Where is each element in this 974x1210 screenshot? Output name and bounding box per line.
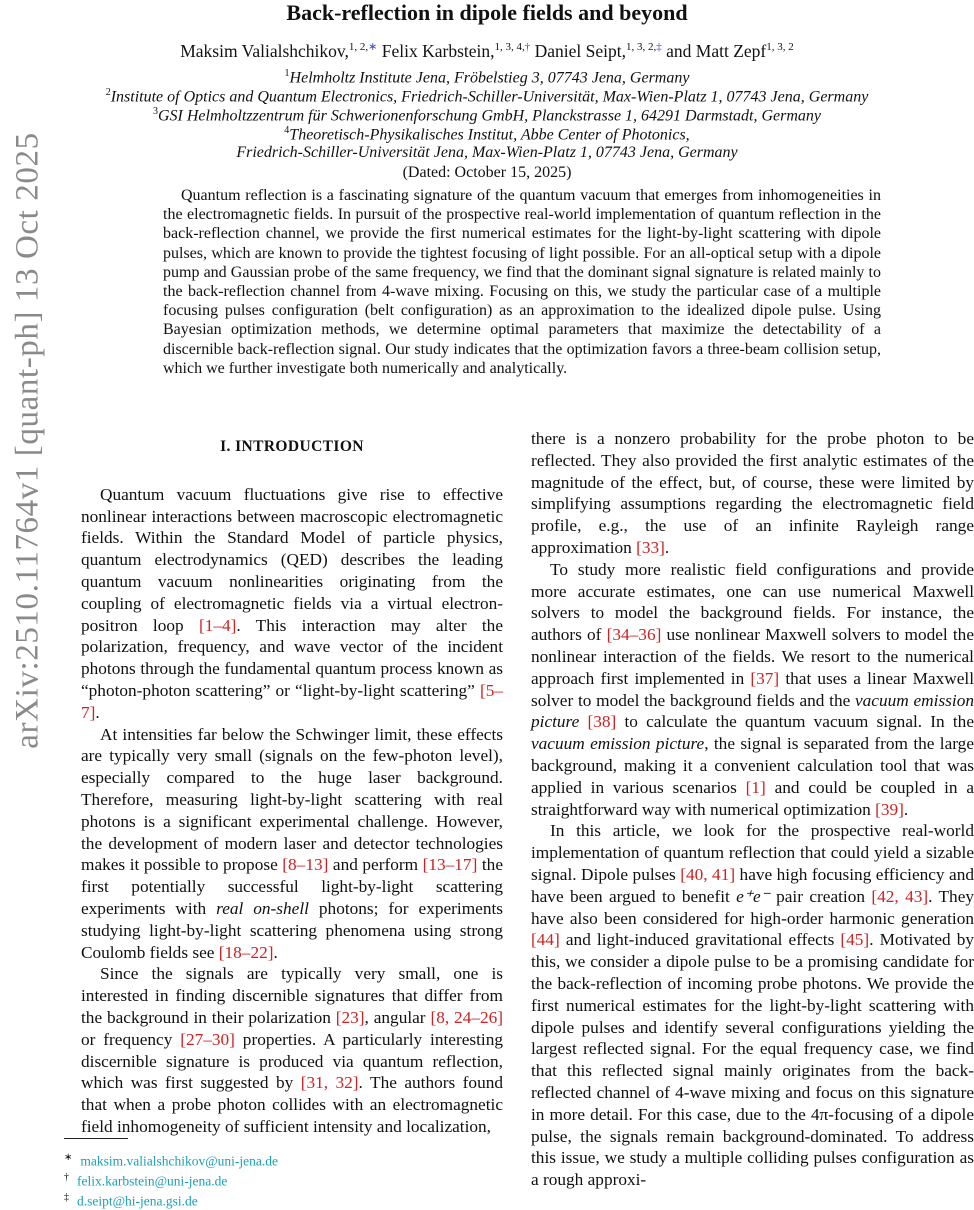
citation-link[interactable]: [45] (840, 930, 870, 950)
text-run: . (273, 942, 278, 962)
affiliation: $^1$Helmholtz Institute Jena, Fröbelstieg 3, 07743 Jena, Germany (284, 68, 690, 87)
body-paragraph (81, 724, 503, 964)
citation-link[interactable]: [5–7] (81, 680, 503, 722)
text-run: At intensities far below the Schwinger limit, these effects are typically very small (signals on the few-photon level), especially compared to the huge laser background. Therefore, measuring light-by-light scattering with real photons is a significant experimental challenge. However, the development of modern laser and detector technologies makes it possible to propose (81, 724, 503, 875)
text-run: . (95, 702, 100, 722)
author: Maksim Valialshchikov,$^{1, 2,∗}$ (180, 40, 378, 61)
affiliation: Friedrich-Schiller-Universität Jena, Max-Wien-Platz 1, 07743 Jena, Germany (236, 144, 738, 161)
text-run: In this article, we look for the prospective real-world implementation of quantum reflection that could yield a sizable signal. Dipole pulses (531, 821, 974, 884)
citation-link[interactable]: [38] (587, 712, 617, 732)
footnote-rule (64, 1138, 128, 1139)
paper-title: Back-reflection in dipole fields and beyond (286, 0, 688, 25)
affiliation: $^2$Institute of Optics and Quantum Electronics, Friedrich-Schiller-Universität, Max-Wien-Platz 1, 07743 Jena, Germany (105, 87, 869, 106)
text-run: there is a nonzero probability for the probe photon to be reflected. They also provided the first analytic estimates of the magnitude of the effect, but, of course, these were limited by simplifying assumptions regarding the electromagnetic field profile, e.g., the use of an infinite Rayleigh range approximation (531, 429, 974, 557)
citation-link[interactable]: [1] (745, 777, 766, 797)
citation-link[interactable]: [8, 24–26] (430, 1007, 504, 1027)
text-run: and light-induced gravitational effects (559, 930, 841, 950)
text-run: . (664, 537, 670, 557)
citation-link[interactable]: [40, 41] (680, 864, 736, 884)
emphasis: vacuum emission picture (531, 690, 974, 732)
text-run: properties. A particularly interesting discernible signature is produced via quantum reflection, which was first suggested by (81, 1029, 503, 1093)
citation-link[interactable]: [31, 32] (300, 1073, 359, 1093)
citation-link[interactable]: [18–22] (218, 942, 274, 962)
text-run: that uses a linear Maxwell solver to model the background fields and the (531, 668, 974, 710)
body-paragraph (81, 484, 503, 724)
left-column (81, 430, 503, 1138)
footnote: ‡ d.seipt@hi-jena.gsi.de (64, 1192, 198, 1209)
text-run: the first potentially successful light-by-light scattering experiments with (81, 855, 503, 918)
author: and Matt Zepf$^{1, 3, 2}$ (666, 40, 794, 61)
citation-link[interactable]: [34–36] (606, 625, 662, 645)
emphasis: e⁺e⁻ (736, 886, 770, 906)
text-run: have high focusing efficiency and have been argued to benefit (531, 864, 974, 906)
text-run: pair creation (769, 886, 872, 906)
text-run: . This interaction may alter the polarization, frequency, and wave vector of the incident photons through the fundamental quantum process known as “photon-photon scattering” or “light-by-light scattering” (81, 615, 503, 700)
arxiv-identifier: arXiv:2510.11764v1 [quant-ph] 13 Oct 2025 (9, 131, 46, 749)
text-run: to calculate the quantum vacuum signal. In the (616, 712, 974, 732)
text-run: . Motivated by this, we consider a dipole pulse to be a promising candidate for the back-reflection of incoming probe photons. We provide the first numerical estimates for the light-by-light scattering with dipole pulses and identify several configurations yielding the largest reflected signal. For the equal frequency case, we find that this reflected signal mainly originates from the back-reflected channel of 4-wave mixing and focus on this signature in more detail. For this case, due to the 4π-focusing of a dipole pulse, the signals remain background-dominated. To address this issue, we study a multiple colliding pulses configuration as a rough approxi- (531, 930, 974, 1190)
citation-link[interactable]: [13–17] (422, 855, 478, 875)
text-run: Quantum vacuum fluctuations give rise to effective nonlinear interactions between macroscopic electromagnetic fields. Within the Standard Model of particle physics, quantum electrodynamics (QED) describes the leading quantum vacuum nonlinearities originating from the coupling of electromagnetic fields via a virtual electron-positron loop (81, 484, 503, 635)
text-run: and could be coupled in a straightforward way with numerical optimization (531, 777, 974, 819)
footnote-link[interactable]: ‡ (656, 41, 662, 53)
footnote-link[interactable]: ∗ (368, 41, 378, 53)
body-paragraph (531, 820, 974, 1191)
text-run: . (903, 799, 909, 819)
affiliation: $^3$GSI Helmholtzzentrum für Schwerionenforschung GmbH, Planckstrasse 1, 64291 Darmstadt, Germany (152, 106, 822, 125)
right-column (531, 428, 974, 1191)
text-run: or frequency (81, 1029, 181, 1049)
citation-link[interactable]: [44] (531, 930, 560, 950)
emphasis: vacuum emission picture (531, 734, 705, 754)
text-run: To study more realistic field configurations and provide more accurate estimates, one can use numerical Maxwell solvers to model the background fields. For instance, the authors of (531, 559, 974, 645)
citation-link[interactable]: [23] (335, 1007, 365, 1027)
citation-link[interactable]: [8–13] (282, 855, 329, 875)
citation-link[interactable]: [42, 43] (871, 886, 929, 906)
text-run: and perform (328, 855, 423, 875)
footnote-link[interactable]: † (524, 41, 531, 53)
author-list (0, 40, 974, 62)
abstract: Quantum reflection is a fascinating signature of the quantum vacuum that emerges from inhomogeneities in the electromagnetic fields. In pursuit of the prospective real-world implementation of quantum reflection in the back-reflection channel, we provide the first numerical estimates for the light-by-light scattering with dipole pulses, which are known to provide the tightest focusing of light possible. For an all-optical setup with a dipole pump and Gaussian probe of the same frequency, we find that the dominant signal signature is related mainly to the back-reflection channel from 4-wave mixing. Focusing on this, we study the particular case of a multiple focusing pulses configuration (belt configuration) as an approximation to the idealized dipole pulse. Using Bayesian optimization methods, we determine optimal parameters that maximize the detectability of a discernible back-reflection signal. Our study indicates that the optimization favors a three-beam collision setup, which we further investigate both numerically and analytically. (163, 187, 881, 377)
citation-link[interactable]: [39] (875, 799, 904, 819)
affiliation: $^4$Theoretisch-Physikalisches Institut, Abbe Center of Photonics, (284, 125, 690, 144)
citation-link[interactable]: [33] (636, 537, 665, 557)
text-run: . They have also been considered for high-order harmonic generation (531, 886, 974, 928)
author: Felix Karbstein,$^{1, 3, 4,\dagger}$ (381, 40, 531, 61)
body-paragraph (531, 559, 974, 821)
citation-link[interactable]: [1–4] (198, 615, 237, 635)
text-run (579, 712, 587, 731)
date-line: (Dated: October 15, 2025) (402, 164, 572, 181)
email-link[interactable]: d.seipt@hi-jena.gsi.de (77, 1193, 198, 1209)
citation-link[interactable]: [37] (750, 668, 780, 688)
body-paragraph (81, 963, 503, 1137)
text-run: , the signal is separated from the large background, making it a convenient calculation tool that was applied in various scenarios (531, 734, 974, 797)
text-run: . The authors found that when a probe photon collides with an electromagnetic field inhomogeneity of sufficient intensity and localization, (81, 1073, 503, 1136)
text-run: photons; for experiments studying light-by-light scattering phenomena using strong Coulomb fields see (81, 898, 503, 962)
text-run: use nonlinear Maxwell solvers to model the nonlinear interaction of the fields. We resort to the numerical approach first implemented in (531, 625, 974, 688)
arxiv-sidebar (6, 131, 50, 749)
email-link[interactable]: maksim.valialshchikov@uni-jena.de (80, 1153, 279, 1169)
footnote: † felix.karbstein@uni-jena.de (64, 1172, 228, 1189)
footnote: ∗ maksim.valialshchikov@uni-jena.de (64, 1152, 279, 1169)
text-run: Since the signals are typically very small, one is interested in finding discernible signatures that differ from the background in their polarization (81, 964, 503, 1027)
left-paragraphs (81, 484, 503, 1138)
email-link[interactable]: felix.karbstein@uni-jena.de (77, 1173, 228, 1189)
text-run: , angular (364, 1007, 431, 1027)
section-heading: I. INTRODUCTION (220, 438, 364, 455)
footnotes (64, 1150, 278, 1210)
body-paragraph (531, 428, 974, 559)
right-paragraphs (531, 428, 974, 1191)
author: Daniel Seipt,$^{1, 3, 2,\ddagger}$ (534, 40, 662, 61)
emphasis: real on-shell (216, 898, 309, 918)
citation-link[interactable]: [27–30] (180, 1029, 235, 1049)
